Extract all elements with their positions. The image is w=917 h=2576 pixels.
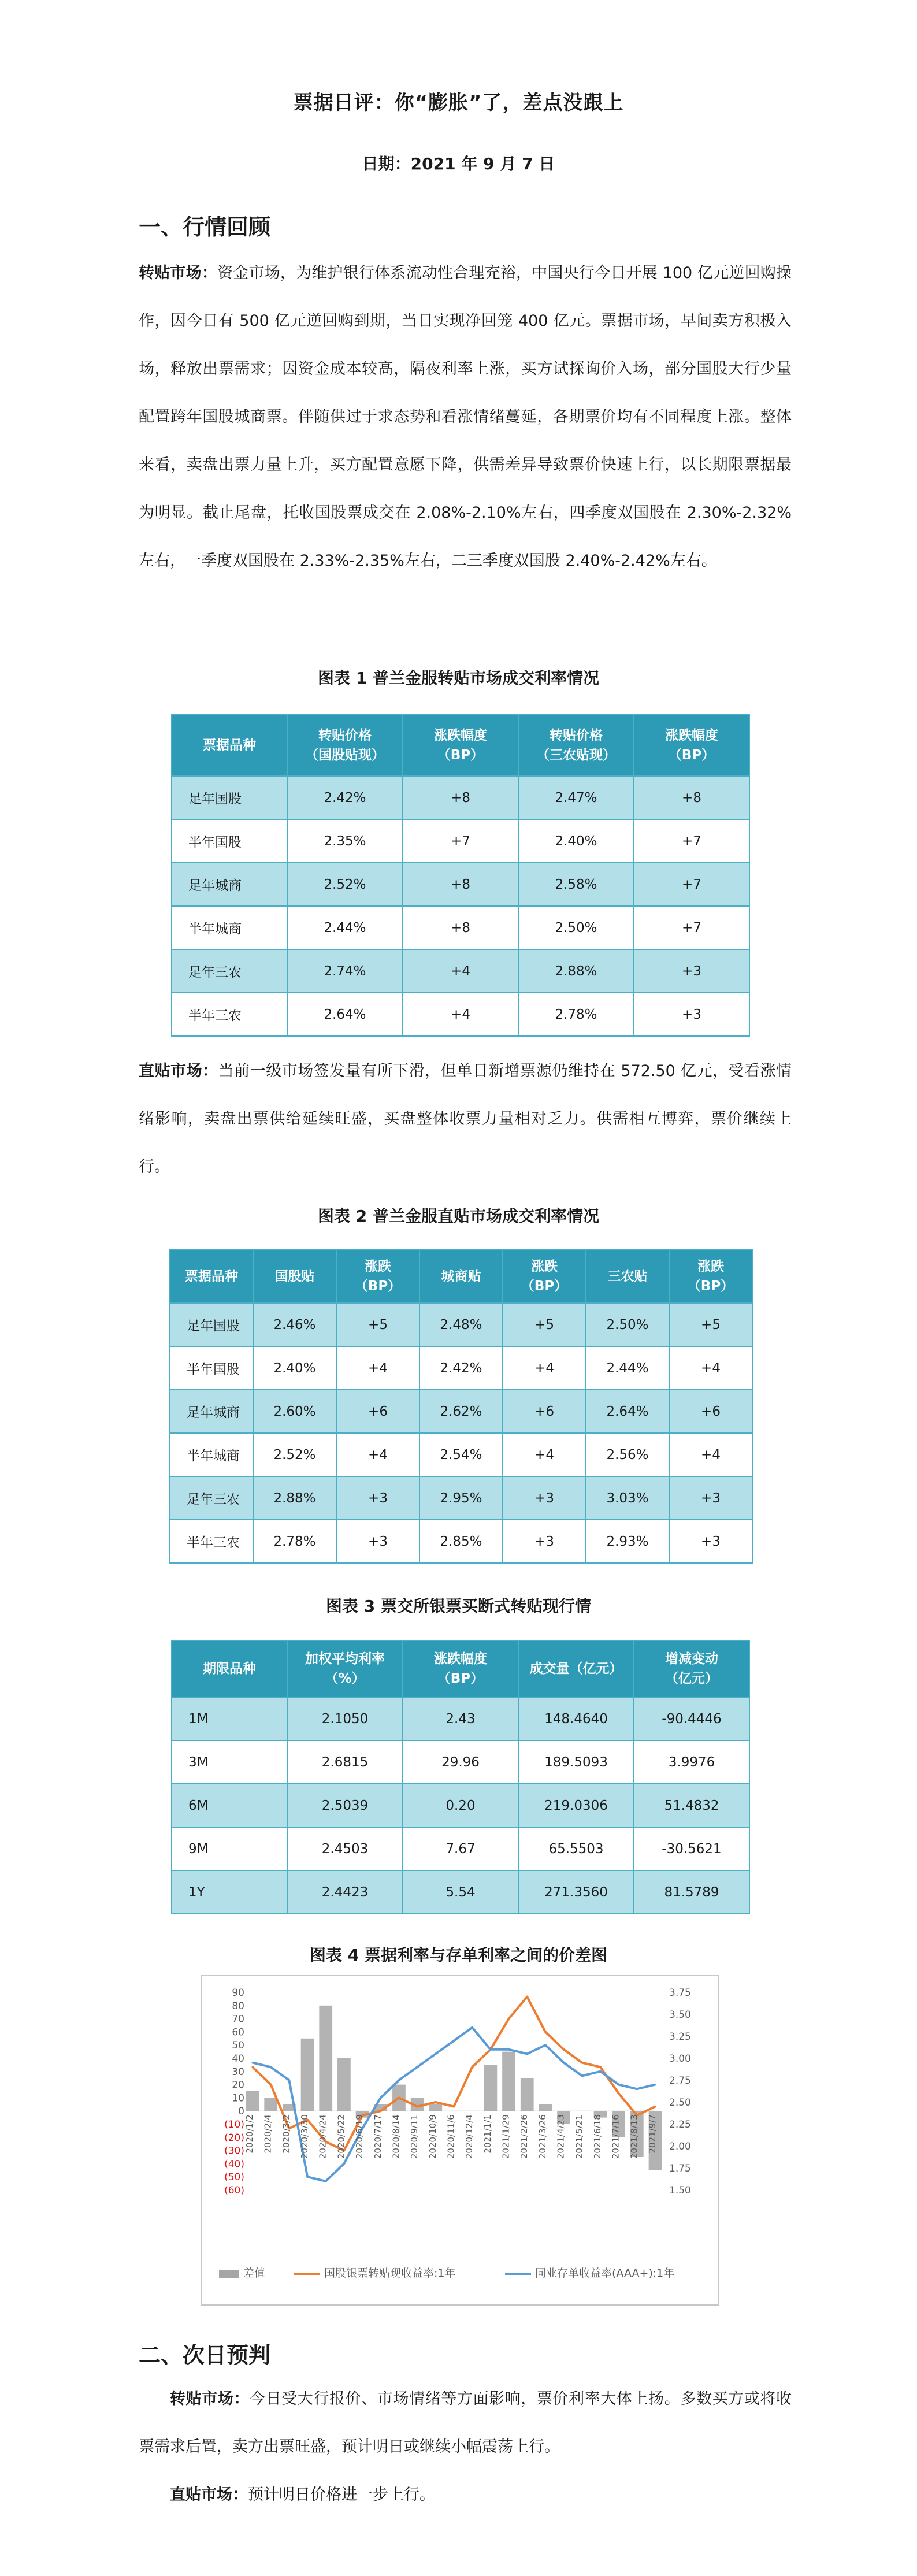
left-axis-tick: 10 xyxy=(232,2092,244,2104)
left-axis-tick: 0 xyxy=(238,2106,244,2118)
forecast-rediscount-label: 转贴市场： xyxy=(170,2390,250,2408)
bill-rate-point xyxy=(270,2084,272,2085)
table-row xyxy=(172,1697,749,1740)
table1-cell: +4 xyxy=(403,949,518,993)
legend-label: 同业存单收益率(AAA+):1年 xyxy=(535,2267,675,2280)
table1-cell: 2.50% xyxy=(518,906,634,949)
table1-cell: +8 xyxy=(403,776,518,819)
table3-header-4: 增减变动 （亿元） xyxy=(634,1640,749,1697)
cd-rate-point xyxy=(655,2084,656,2085)
table-row xyxy=(170,1303,752,1346)
x-axis-tick: 2021/8/13 xyxy=(629,2114,640,2159)
right-axis-tick: 2.75 xyxy=(669,2075,691,2087)
x-axis-tick: 2020/3/2 xyxy=(281,2114,292,2154)
table-row xyxy=(170,1346,752,1390)
spread-bar xyxy=(319,2006,332,2111)
cd-rate-point xyxy=(636,2088,638,2090)
section1-heading: 一、行情回顾 xyxy=(139,214,271,240)
left-axis-tick: 50 xyxy=(232,2040,244,2052)
left-axis-tick: 60 xyxy=(232,2026,244,2039)
right-axis-tick: 3.75 xyxy=(669,1987,691,1999)
spread-bar xyxy=(429,2104,442,2111)
table1-cell: +7 xyxy=(634,819,749,863)
table1-header-3: 转贴价格 （三农贴现） xyxy=(518,715,634,776)
left-axis-tick: 80 xyxy=(232,2000,244,2012)
table2-cell: +6 xyxy=(336,1390,419,1433)
table3-cell: 6M xyxy=(172,1784,287,1827)
table-row xyxy=(172,1827,749,1870)
table-row xyxy=(172,1870,749,1914)
section2-heading: 二、次日预判 xyxy=(139,2343,271,2368)
cd-rate-point xyxy=(417,2066,418,2068)
direct-discount-paragraph xyxy=(139,1047,792,1191)
table-row xyxy=(172,819,749,863)
rediscount-text: 资金市场，为维护银行体系流动性合理充裕，中国央行今日开展 100 亿元逆回购操作，因今日有 500 亿元逆回购到期，当日实现净回笼 400 亿元。票据市场，早间卖方积极入场，释放出票需求；因资金成本较高，隔夜利率上涨，买方试探询价入场，部分国股大行少量配置跨年国股城商票。伴随供过于求态势和看涨情绪蔓延，各期票价均有不同程度上涨。整体来看，卖盘出票力量上升，买方配置意愿下降，供需差异导致票价快速上行，以长期限票据最为明显。截止尾盘，托收国股票成交在 2.08%-2.10%左右，四季度双国股在 2.30%-2.32%左右，一季度双国股在 2.33%-2.35%左右，二三季度双国股 2.40%-2.42%左右。 xyxy=(139,264,792,570)
table1-cell: 半年城商 xyxy=(172,906,287,949)
legend-label: 差值 xyxy=(243,2267,266,2280)
table3-cell: 2.4503 xyxy=(287,1827,403,1870)
left-axis-tick: 40 xyxy=(232,2053,244,2065)
table1-cell: 2.44% xyxy=(287,906,403,949)
table2-cell: 2.46% xyxy=(253,1303,336,1346)
cd-rate-point xyxy=(508,2048,510,2050)
table2-cell: 2.85% xyxy=(419,1520,503,1563)
table3-cell: 2.5039 xyxy=(287,1784,403,1827)
table1-caption: 图表 1 普兰金服转贴市场成交利率情况 xyxy=(318,669,599,688)
table1-cell: 2.35% xyxy=(287,819,403,863)
table2-cell: 2.56% xyxy=(586,1433,669,1476)
table2-cell: 足年城商 xyxy=(170,1390,253,1433)
cd-rate-point xyxy=(581,2075,583,2077)
table2-cell: 半年三农 xyxy=(170,1520,253,1563)
right-axis-tick: 2.25 xyxy=(669,2119,691,2130)
table3-cell: 1M xyxy=(172,1697,287,1740)
bill-rate-point xyxy=(581,2062,583,2063)
report-title: 票据日评：你“膨胀”了，差点没跟上 xyxy=(293,91,624,114)
forecast-direct-paragraph xyxy=(139,2471,792,2519)
table3-cell: 3M xyxy=(172,1740,287,1784)
chart-caption: 图表 4 票据利率与存单利率之间的价差图 xyxy=(310,1946,607,1965)
spread-bar xyxy=(301,2039,314,2111)
report-date: 日期：2021 年 9 月 7 日 xyxy=(362,154,555,173)
table3-cell: 0.20 xyxy=(403,1784,518,1827)
forecast-rediscount-text: 今日受大行报价、市场情绪等方面影响，票价利率大体上扬。多数买方或将收票需求后置，卖方出票旺盛，预计明日或继续小幅震荡上行。 xyxy=(139,2390,792,2456)
table2-cell: +4 xyxy=(336,1433,419,1476)
spread-bar xyxy=(484,2065,497,2111)
bill-rate-point xyxy=(472,2066,473,2068)
legend-label: 国股银票转贴现收益率:1年 xyxy=(324,2267,456,2280)
x-axis-tick: 2020/11/6 xyxy=(445,2114,456,2159)
table2-header-5: 三农贴 xyxy=(586,1250,669,1303)
table-row xyxy=(170,1390,752,1433)
x-axis-tick: 2020/8/14 xyxy=(391,2114,402,2159)
table2-cell: +4 xyxy=(503,1433,586,1476)
x-axis-tick: 2020/5/22 xyxy=(336,2114,347,2159)
table1-header-4: 涨跌幅度 （BP） xyxy=(634,715,749,776)
table1-cell: 2.58% xyxy=(518,863,634,906)
x-axis-tick: 2020/3/30 xyxy=(299,2114,310,2159)
table1-cell: +7 xyxy=(634,863,749,906)
table1-cell: 足年国股 xyxy=(172,776,287,819)
table3-header-2: 涨跌幅度 （BP） xyxy=(403,1640,518,1697)
table2-caption: 图表 2 普兰金服直贴市场成交利率情况 xyxy=(318,1207,599,1226)
table1-cell: 2.78% xyxy=(518,993,634,1036)
table-row xyxy=(172,776,749,819)
x-axis-tick: 2020/2/4 xyxy=(262,2114,273,2154)
table2-cell: 半年国股 xyxy=(170,1346,253,1390)
bill-rate-point xyxy=(599,2066,601,2068)
table1-cell: 2.40% xyxy=(518,819,634,863)
table3-cell: 29.96 xyxy=(403,1740,518,1784)
table3-cell: 189.5093 xyxy=(518,1740,634,1784)
table3-cell: 2.1050 xyxy=(287,1697,403,1740)
spread-bar xyxy=(246,2091,259,2111)
table-row xyxy=(172,949,749,993)
table2-cell: 2.95% xyxy=(419,1476,503,1520)
right-axis-tick: 1.75 xyxy=(669,2163,691,2174)
table1-cell: +7 xyxy=(403,819,518,863)
table2-cell: +4 xyxy=(669,1433,752,1476)
table-row xyxy=(170,1433,752,1476)
table2-cell: 2.48% xyxy=(419,1303,503,1346)
cd-rate-point xyxy=(526,2053,528,2055)
table3-header-3: 成交量（亿元） xyxy=(518,1640,634,1697)
left-axis-tick: 70 xyxy=(232,2013,244,2025)
x-axis-tick: 2020/1/2 xyxy=(244,2114,255,2154)
x-axis-tick: 2021/7/16 xyxy=(610,2114,621,2159)
table3-cell: -90.4446 xyxy=(634,1697,749,1740)
table3-cell: 219.0306 xyxy=(518,1784,634,1827)
table2-cell: 足年三农 xyxy=(170,1476,253,1520)
table2-cell: 2.50% xyxy=(586,1303,669,1346)
table1-cell: 足年城商 xyxy=(172,863,287,906)
left-axis-tick: (20) xyxy=(224,2132,244,2144)
bill-rate-point xyxy=(252,2066,254,2068)
table-row xyxy=(170,1476,752,1520)
right-axis-tick: 2.00 xyxy=(669,2141,691,2152)
left-axis-tick: (60) xyxy=(224,2185,244,2196)
cd-rate-point xyxy=(307,2176,309,2178)
x-axis-tick: 2020/12/4 xyxy=(464,2114,475,2159)
table1-cell: 2.52% xyxy=(287,863,403,906)
cd-rate-point xyxy=(270,2066,272,2068)
cd-rate-point xyxy=(288,2080,290,2081)
rediscount-rate-table xyxy=(171,714,750,1037)
table-row xyxy=(172,863,749,906)
table2-cell: +4 xyxy=(503,1346,586,1390)
table2-header-1: 国股贴 xyxy=(253,1250,336,1303)
cd-rate-point xyxy=(618,2084,619,2085)
table3-cell: 1Y xyxy=(172,1870,287,1914)
table2-cell: 2.62% xyxy=(419,1390,503,1433)
table2-cell: +6 xyxy=(669,1390,752,1433)
table2-cell: +3 xyxy=(669,1476,752,1520)
table3-caption: 图表 3 票交所银票买断式转贴现行情 xyxy=(326,1597,591,1616)
x-axis-tick: 2021/4/23 xyxy=(555,2114,566,2159)
x-axis-tick: 2020/10/9 xyxy=(427,2114,438,2159)
table3-cell: 2.4423 xyxy=(287,1870,403,1914)
legend-bar-swatch xyxy=(219,2270,239,2278)
table2-cell: 2.60% xyxy=(253,1390,336,1433)
table2-cell: 2.64% xyxy=(586,1390,669,1433)
table1-cell: 2.42% xyxy=(287,776,403,819)
table2-header-0: 票据品种 xyxy=(170,1250,253,1303)
table1-cell: 半年三农 xyxy=(172,993,287,1036)
table2-cell: +3 xyxy=(336,1476,419,1520)
table3-cell: 2.6815 xyxy=(287,1740,403,1784)
table2-cell: +4 xyxy=(669,1346,752,1390)
bill-rate-point xyxy=(618,2092,619,2094)
table3-cell: 5.54 xyxy=(403,1870,518,1914)
table2-header-6: 涨跌 （BP） xyxy=(669,1250,752,1303)
bill-rate-point xyxy=(544,2031,546,2033)
bill-rate-point xyxy=(435,2102,436,2103)
table2-header-3: 城商贴 xyxy=(419,1250,503,1303)
bill-rate-point xyxy=(398,2097,400,2099)
rediscount-paragraph xyxy=(139,249,792,585)
table2-cell: 2.44% xyxy=(586,1346,669,1390)
spread-bar xyxy=(521,2078,534,2111)
table3-cell: 9M xyxy=(172,1827,287,1870)
direct-discount-rate-table xyxy=(169,1249,753,1564)
left-axis-tick: 90 xyxy=(232,1987,244,1999)
table1-cell: +8 xyxy=(403,863,518,906)
table2-cell: 半年城商 xyxy=(170,1433,253,1476)
bill-rate-point xyxy=(526,1996,528,1998)
table3-cell: 7.67 xyxy=(403,1827,518,1870)
spread-chart-frame xyxy=(201,1975,719,2306)
table1-cell: +8 xyxy=(403,906,518,949)
x-axis-tick: 2021/5/21 xyxy=(574,2114,585,2159)
table3-header-0: 期限品种 xyxy=(172,1640,287,1697)
table2-cell: 2.42% xyxy=(419,1346,503,1390)
table3-cell: 2.43 xyxy=(403,1697,518,1740)
table1-cell: 2.74% xyxy=(287,949,403,993)
table1-cell: 2.64% xyxy=(287,993,403,1036)
forecast-direct-text: 预计明日价格进一步上行。 xyxy=(248,2486,435,2504)
right-axis-tick: 3.50 xyxy=(669,2009,691,2021)
table3-cell: -30.5621 xyxy=(634,1827,749,1870)
table2-cell: 2.52% xyxy=(253,1433,336,1476)
x-axis-tick: 2020/9/11 xyxy=(409,2114,420,2159)
table1-cell: +7 xyxy=(634,906,749,949)
forecast-rediscount-paragraph xyxy=(139,2375,792,2471)
right-axis-tick: 1.50 xyxy=(669,2185,691,2196)
table1-cell: +8 xyxy=(634,776,749,819)
table1-header-1: 转贴价格 （国股贴现） xyxy=(287,715,403,776)
forecast-direct-label: 直贴市场： xyxy=(170,2486,248,2504)
table1-cell: +4 xyxy=(403,993,518,1036)
cd-rate-point xyxy=(544,2044,546,2046)
cd-rate-point xyxy=(325,2180,326,2182)
direct-discount-text: 当前一级市场签发量有所下滑，但单日新增票源仍维持在 572.50 亿元，受看涨情绪影响，卖盘出票供给延续旺盛，买盘整体收票力量相对乏力。供需相互博弈，票价继续上行。 xyxy=(139,1062,792,1176)
left-axis-tick: 20 xyxy=(232,2079,244,2091)
table3-cell: 3.9976 xyxy=(634,1740,749,1784)
table2-cell: +3 xyxy=(503,1520,586,1563)
table1-cell: 足年三农 xyxy=(172,949,287,993)
table3-header-1: 加权平均利率 （%） xyxy=(287,1640,403,1697)
table1-cell: 2.47% xyxy=(518,776,634,819)
table1-cell: 2.88% xyxy=(518,949,634,993)
cd-rate-point xyxy=(343,2163,345,2165)
x-axis-tick: 2020/4/24 xyxy=(317,2114,328,2159)
left-axis-tick: (50) xyxy=(224,2172,244,2184)
x-axis-tick: 2021/3/26 xyxy=(537,2114,548,2159)
right-axis-tick: 3.25 xyxy=(669,2031,691,2043)
table2-cell: +3 xyxy=(669,1520,752,1563)
rediscount-label: 转贴市场： xyxy=(139,264,218,282)
right-axis-tick: 2.50 xyxy=(669,2097,691,2109)
direct-discount-label: 直贴市场： xyxy=(139,1062,218,1080)
table1-cell: +3 xyxy=(634,949,749,993)
cd-rate-point xyxy=(252,2062,254,2063)
bill-rate-point xyxy=(563,2048,565,2050)
left-axis-tick: (10) xyxy=(224,2119,244,2130)
x-axis-tick: 2021/2/26 xyxy=(519,2114,530,2159)
spread-bar xyxy=(502,2052,515,2111)
left-axis-tick: (40) xyxy=(224,2158,244,2170)
cd-rate-point xyxy=(453,2040,455,2042)
exchange-quote-table xyxy=(171,1640,750,1914)
table1-header-0: 票据品种 xyxy=(172,715,287,776)
table1-header-2: 涨跌幅度 （BP） xyxy=(403,715,518,776)
table2-cell: 3.03% xyxy=(586,1476,669,1520)
spread-bar xyxy=(264,2098,277,2111)
table-row xyxy=(172,906,749,949)
table2-cell: +4 xyxy=(336,1346,419,1390)
table3-cell: 148.4640 xyxy=(518,1697,634,1740)
cd-rate-point xyxy=(472,2026,473,2028)
table2-cell: +5 xyxy=(503,1303,586,1346)
bill-rate-point xyxy=(380,2110,381,2112)
table2-cell: +5 xyxy=(336,1303,419,1346)
x-axis-tick: 2020/6/19 xyxy=(354,2114,365,2159)
cd-rate-point xyxy=(435,2053,436,2055)
table1-cell: +3 xyxy=(634,993,749,1036)
table-row xyxy=(172,1740,749,1784)
table2-header-4: 涨跌 （BP） xyxy=(503,1250,586,1303)
table-row xyxy=(172,1784,749,1827)
table2-cell: +6 xyxy=(503,1390,586,1433)
table2-cell: 2.78% xyxy=(253,1520,336,1563)
table-row xyxy=(170,1520,752,1563)
table2-cell: 2.40% xyxy=(253,1346,336,1390)
table3-cell: 271.3560 xyxy=(518,1870,634,1914)
table-row xyxy=(172,993,749,1036)
table2-cell: 2.88% xyxy=(253,1476,336,1520)
cd-rate-point xyxy=(489,2048,491,2050)
table2-cell: +5 xyxy=(669,1303,752,1346)
left-axis-tick: (30) xyxy=(224,2145,244,2157)
table2-cell: +3 xyxy=(336,1520,419,1563)
cd-rate-point xyxy=(599,2070,601,2072)
bill-rate-point xyxy=(655,2106,656,2107)
left-axis-tick: 30 xyxy=(232,2066,244,2078)
right-axis-tick: 3.00 xyxy=(669,2053,691,2065)
table2-cell: +3 xyxy=(503,1476,586,1520)
table3-cell: 81.5789 xyxy=(634,1870,749,1914)
spread-bar xyxy=(337,2058,351,2111)
table3-cell: 51.4832 xyxy=(634,1784,749,1827)
table2-cell: 2.93% xyxy=(586,1520,669,1563)
bill-rate-point xyxy=(417,2106,418,2107)
table3-cell: 65.5503 xyxy=(518,1827,634,1870)
spread-chart xyxy=(202,1976,718,2304)
table1-cell: 半年国股 xyxy=(172,819,287,863)
spread-bar xyxy=(539,2104,552,2111)
cd-rate-point xyxy=(380,2097,381,2099)
x-axis-tick: 2021/1/1 xyxy=(482,2114,493,2154)
bill-rate-point xyxy=(453,2106,455,2107)
cd-rate-point xyxy=(563,2062,565,2063)
x-axis-tick: 2020/7/17 xyxy=(372,2114,383,2159)
cd-rate-point xyxy=(398,2080,400,2081)
x-axis-tick: 2021/1/29 xyxy=(500,2114,511,2159)
bill-rate-point xyxy=(508,2018,510,2020)
x-axis-tick: 2021/6/18 xyxy=(592,2114,603,2159)
table2-cell: 2.54% xyxy=(419,1433,503,1476)
table2-cell: 足年国股 xyxy=(170,1303,253,1346)
x-axis-tick: 2021/9/7 xyxy=(647,2114,658,2154)
table2-header-2: 涨跌 （BP） xyxy=(336,1250,419,1303)
